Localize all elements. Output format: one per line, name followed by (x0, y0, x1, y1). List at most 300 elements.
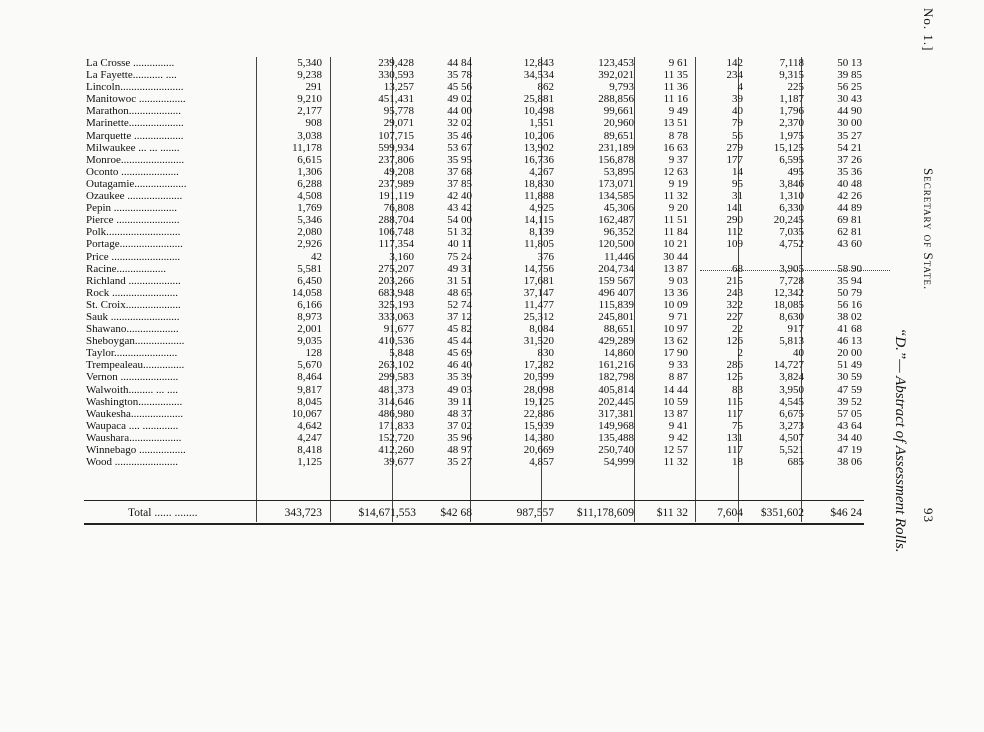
county-name: Taylor....................... (86, 347, 178, 360)
county-name: Vernon ..................... (86, 371, 179, 384)
county-name: Walwoith......... ... .... (86, 383, 178, 396)
table-cell: 11 16 (663, 93, 688, 106)
table-cell: 9 33 (668, 359, 688, 372)
table-cell: 412,260 (378, 444, 414, 456)
table-cell: 39 52 (837, 395, 862, 408)
table-cell: 12 63 (663, 165, 688, 178)
table-cell: 162,487 (598, 214, 634, 227)
table-cell: 243 (726, 286, 743, 299)
table-cell: 3,846 (779, 177, 804, 190)
table-cell: 38 02 (837, 310, 862, 323)
table-cell: 45 69 (447, 347, 472, 360)
table-cell: 173,071 (598, 177, 634, 190)
table-cell: 45 44 (447, 335, 472, 348)
table-cell: 8,139 (529, 226, 554, 239)
table-cell: 35 36 (837, 165, 862, 178)
table-cell: 18,830 (523, 177, 554, 190)
table-cell: 35 27 (447, 456, 472, 469)
table-cell: 330,593 (378, 69, 414, 82)
table-cell: 1,796 (779, 105, 804, 118)
table-cell: 496 407 (598, 286, 634, 299)
table-cell: 35 95 (447, 153, 472, 166)
county-name: Oconto ..................... (86, 165, 179, 178)
table-cell: 47 59 (837, 383, 862, 396)
table-cell: 49 03 (447, 383, 472, 396)
table-cell: 51 49 (837, 359, 862, 372)
total-cell: $11 32 (656, 507, 688, 519)
table-cell: 495 (787, 165, 804, 178)
table-cell: 429,289 (598, 335, 634, 348)
table-cell: 161,216 (598, 359, 634, 372)
table-cell: 91,677 (383, 323, 414, 336)
table-cell: 57 05 (837, 407, 862, 420)
table-cell: 42 40 (447, 190, 472, 203)
table-cell: 37 68 (447, 165, 472, 178)
table-cell: 13 51 (663, 117, 688, 130)
table-cell: 237,806 (378, 153, 414, 166)
table-cell: 79 (732, 117, 743, 130)
table-cell: 126 (726, 335, 743, 348)
table-cell: 106,748 (378, 226, 414, 239)
table-cell: 45 82 (447, 323, 472, 336)
total-label: Total ...... ........ (128, 507, 198, 519)
table-cell: 149,968 (598, 419, 634, 432)
table-cell: 202,445 (598, 395, 634, 408)
table-cell: 9 71 (668, 310, 688, 323)
table-cell: 128 (305, 347, 322, 360)
dotted-separator (700, 270, 890, 271)
table-cell: 1,306 (297, 165, 322, 178)
county-name: Rock ........................ (86, 286, 178, 299)
county-name: Shawano................... (86, 323, 179, 336)
table-cell: 231,189 (598, 141, 634, 154)
table-cell: 54 21 (837, 141, 862, 154)
table-cell: 32 02 (447, 117, 472, 130)
table-cell: 481,373 (378, 383, 414, 396)
table-cell: 17 90 (663, 347, 688, 360)
table-cell: 4,752 (779, 238, 804, 251)
table-cell: 1,769 (297, 202, 322, 215)
table-cell: 9 41 (668, 419, 688, 432)
table-cell: 45,306 (603, 202, 634, 215)
county-name: La Crosse ............... (86, 57, 175, 69)
county-name: Richland ................... (86, 274, 181, 287)
table-cell: 99,661 (603, 105, 634, 118)
total-rule (84, 500, 864, 501)
table-cell: 14,058 (291, 286, 322, 299)
table-cell: 48 65 (447, 286, 472, 299)
table-cell: 11,805 (524, 238, 554, 251)
table-cell: 25,312 (523, 310, 554, 323)
table-cell: 9,035 (297, 335, 322, 348)
table-cell: 6,615 (297, 153, 322, 166)
table-cell: 6,595 (779, 153, 804, 166)
county-name: Sauk ......................... (86, 310, 180, 323)
table-cell: 7,728 (779, 274, 804, 287)
table-cell: 279 (726, 141, 743, 154)
table-cell: 156,878 (598, 153, 634, 166)
table-cell: 599,934 (378, 141, 414, 154)
table-cell: 40 (732, 105, 743, 118)
county-name: Marinette.................... (86, 117, 184, 130)
table-cell: 123,453 (598, 57, 634, 69)
table-cell: 43 64 (837, 419, 862, 432)
county-name: Outagamie................... (86, 177, 187, 190)
table-cell: 6,675 (779, 407, 804, 420)
table-cell: 30 59 (837, 371, 862, 384)
table-cell: 333,063 (378, 310, 414, 323)
total-cell: $11,178,609 (576, 507, 634, 519)
table-cell: 134,585 (598, 190, 634, 203)
table-cell: 3,950 (779, 383, 804, 396)
table-cell: 11 32 (663, 190, 688, 203)
table-cell: 14 44 (663, 383, 688, 396)
document-number: No. 1.] (921, 8, 936, 52)
table-cell: 54 00 (447, 214, 472, 227)
table-cell: 4,642 (297, 419, 322, 432)
table-cell: 325,193 (378, 298, 414, 311)
table-cell: 405,814 (598, 383, 634, 396)
table-cell: 35 78 (447, 69, 472, 82)
table-cell: 34,534 (523, 69, 554, 82)
county-name: Marathon................... (86, 105, 182, 118)
table-cell: 35 96 (447, 431, 472, 444)
table-cell: 1,310 (779, 190, 804, 203)
table-cell: 13 62 (663, 335, 688, 348)
total-double-rule (84, 523, 864, 525)
table-cell: 62 81 (837, 226, 862, 239)
table-cell: 1,975 (779, 129, 804, 142)
table-cell: 288,856 (598, 93, 634, 106)
total-cell: 987,557 (516, 507, 554, 519)
table-cell: 2,926 (297, 238, 322, 251)
table-cell: 685 (787, 456, 804, 469)
table-cell: 112 (726, 226, 743, 239)
table-cell: 908 (305, 117, 322, 130)
table-cell: 25,881 (523, 93, 554, 106)
table-cell: 3,905 (779, 262, 804, 275)
table-cell: 37 12 (447, 310, 472, 323)
table-cell: 37 85 (447, 177, 472, 190)
table-cell: 31 51 (447, 274, 472, 287)
table-cell: 225 (787, 81, 804, 94)
table-cell: 8 87 (668, 371, 688, 384)
table-cell: 131 (726, 431, 743, 444)
table-cell: 39 11 (447, 395, 472, 408)
table-cell: 30 44 (663, 250, 688, 263)
table-cell: 117 (726, 444, 743, 456)
table-cell: 862 (537, 81, 554, 94)
table-cell: 34 40 (837, 431, 862, 444)
table-cell: 451,431 (378, 93, 414, 106)
table-cell: 12,342 (773, 286, 804, 299)
table-cell: 115 (726, 395, 743, 408)
table-cell: 13 87 (663, 407, 688, 420)
table-cell: 58 90 (837, 262, 862, 275)
table-cell: 19,125 (523, 395, 554, 408)
table-cell: 10 97 (663, 323, 688, 336)
table-cell: 15,939 (523, 419, 554, 432)
table-cell: 4,247 (297, 431, 322, 444)
table-cell: 11,477 (524, 298, 554, 311)
table-cell: 42 (311, 250, 322, 263)
table-cell: 11 36 (663, 81, 688, 94)
table-cell: 20,599 (523, 371, 554, 384)
table-cell: 29,071 (383, 117, 414, 130)
table-cell: 9,817 (297, 383, 322, 396)
total-cell: $46 24 (830, 507, 862, 519)
total-cell: 7,604 (717, 507, 743, 519)
table-cell: 9 20 (668, 202, 688, 215)
table-cell: 14 (732, 165, 743, 178)
table-cell: 5,346 (297, 214, 322, 227)
table-cell: 1,187 (779, 93, 804, 106)
table-cell: 11 32 (663, 456, 688, 469)
table-cell: 11 51 (663, 214, 688, 227)
table-cell: 83 (732, 383, 743, 396)
county-name: Waushara................... (86, 431, 182, 444)
table-cell: 4,267 (529, 165, 554, 178)
county-name: Portage....................... (86, 238, 183, 251)
table-cell: 31 (732, 190, 743, 203)
table-cell: 11,178 (292, 141, 322, 154)
table-cell: 10 59 (663, 395, 688, 408)
table-cell: 16,736 (523, 153, 554, 166)
table-cell: 135,488 (598, 431, 634, 444)
table-cell: 46 13 (837, 335, 862, 348)
table-cell: 51 32 (447, 226, 472, 239)
table-cell: 4,925 (529, 202, 554, 215)
table-cell: 39,677 (383, 456, 414, 469)
table-cell: 275,207 (378, 262, 414, 275)
table-cell: 14,727 (773, 359, 804, 372)
table-cell: 9 49 (668, 105, 688, 118)
table-cell: 45 56 (447, 81, 472, 94)
table-cell: 2,370 (779, 117, 804, 130)
table-cell: 96,352 (603, 226, 634, 239)
table-cell: 4,857 (529, 456, 554, 469)
table-cell: 75 (732, 419, 743, 432)
table-cell: 9 03 (668, 274, 688, 287)
table-cell: 76,808 (383, 202, 414, 215)
table-cell: 14,380 (523, 431, 554, 444)
table-cell: 177 (726, 153, 743, 166)
table-cell: 44 00 (447, 105, 472, 118)
table-cell: 37 02 (447, 419, 472, 432)
table-cell: 9 37 (668, 153, 688, 166)
office-title: Secretary of State. (921, 168, 936, 291)
table-cell: 830 (537, 347, 554, 360)
abstract-caption: “D.”— Abstract of Assessment Rolls. (892, 327, 908, 553)
table-cell: 18,085 (773, 298, 804, 311)
table-cell: 14,860 (603, 347, 634, 360)
table-cell: 683,948 (378, 286, 414, 299)
table-cell: 53,895 (603, 165, 634, 178)
table-cell: 42 26 (837, 190, 862, 203)
county-name: La Fayette........... .... (86, 69, 177, 82)
table-cell: 159 567 (598, 274, 634, 287)
table-cell: 9,793 (609, 81, 634, 94)
table-cell: 13,257 (383, 81, 414, 94)
table-cell: 8,084 (529, 323, 554, 336)
table-cell: 17,681 (523, 274, 554, 287)
county-name: Washington................ (86, 395, 183, 408)
county-name: Waukesha................... (86, 407, 184, 420)
page-number: 93 (921, 508, 936, 523)
county-name: Trempealeau............... (86, 359, 185, 372)
table-cell: 9,238 (297, 69, 322, 82)
table-cell: 3,824 (779, 371, 804, 384)
table-cell: 43 42 (447, 202, 472, 215)
total-cell: $14,671,553 (358, 507, 416, 519)
table-cell: 48 37 (447, 407, 472, 420)
table-cell: 117,354 (378, 238, 414, 251)
table-cell: 314,646 (378, 395, 414, 408)
table-cell: 16 63 (663, 141, 688, 154)
county-name: St. Croix.................... (86, 298, 181, 311)
table-cell: 215 (726, 274, 743, 287)
table-cell: 239,428 (378, 57, 414, 69)
table-cell: 75 24 (447, 250, 472, 263)
table-cell: 6,166 (297, 298, 322, 311)
table-cell: 5,340 (297, 57, 322, 69)
table-cell: 46 40 (447, 359, 472, 372)
table-cell: 53 67 (447, 141, 472, 154)
table-cell: 47 19 (837, 444, 862, 456)
county-name: Monroe....................... (86, 153, 185, 166)
table-cell: 237,989 (378, 177, 414, 190)
table-cell: 88,651 (603, 323, 634, 336)
table-cell: 20 00 (837, 347, 862, 360)
table-cell: 1,551 (529, 117, 554, 130)
table-cell: 44 89 (837, 202, 862, 215)
table-cell: 5,813 (779, 335, 804, 348)
table-cell: 5,670 (297, 359, 322, 372)
table-cell: 37,147 (523, 286, 554, 299)
table-cell: 48 97 (447, 444, 472, 456)
table-cell: 9,315 (779, 69, 804, 82)
table-cell: 39 85 (837, 69, 862, 82)
table-cell: 2,001 (297, 323, 322, 336)
table-cell: 22,886 (523, 407, 554, 420)
table-cell: 13,902 (523, 141, 554, 154)
table-cell: 39 (732, 93, 743, 106)
table-cell: 31,520 (523, 335, 554, 348)
table-cell: 12 57 (663, 444, 688, 456)
table-cell: 89,651 (603, 129, 634, 142)
county-name: Racine.................. (86, 262, 167, 275)
table-cell: 6,330 (779, 202, 804, 215)
table-cell: 17,282 (523, 359, 554, 372)
table-cell: 56 (732, 129, 743, 142)
table-cell: 44 90 (837, 105, 862, 118)
total-cell: $351,602 (760, 507, 804, 519)
table-cell: 54,999 (603, 456, 634, 469)
table-cell: 286 (726, 359, 743, 372)
table-cell: 204,734 (598, 262, 634, 275)
table-cell: 322 (726, 298, 743, 311)
table-cell: 250,740 (598, 444, 634, 456)
table-cell: 52 74 (447, 298, 472, 311)
table-cell: 227 (726, 310, 743, 323)
table-cell: 288,704 (378, 214, 414, 227)
table-cell: 11 84 (663, 226, 688, 239)
table-cell: 49 31 (447, 262, 472, 275)
table-cell: 142 (726, 57, 743, 69)
table-cell: 486,980 (378, 407, 414, 420)
table-cell: 40 11 (447, 238, 472, 251)
table-cell: 171,833 (378, 419, 414, 432)
table-cell: 43 60 (837, 238, 862, 251)
table-cell: 125 (726, 371, 743, 384)
table-cell: 10,498 (523, 105, 554, 118)
table-cell: 410,536 (378, 335, 414, 348)
table-cell: 95,778 (383, 105, 414, 118)
table-cell: 182,798 (598, 371, 634, 384)
county-name: Sheboygan.................. (86, 335, 185, 348)
table-cell: 37 26 (837, 153, 862, 166)
table-cell: 8,418 (297, 444, 322, 456)
table-cell: 13 36 (663, 286, 688, 299)
running-head (910, 8, 950, 592)
table-cell: 317,381 (598, 407, 634, 420)
table-cell: 10,206 (523, 129, 554, 142)
table-cell: 117 (726, 407, 743, 420)
table-cell: 38 06 (837, 456, 862, 469)
table-cell: 10 21 (663, 238, 688, 251)
table-cell: 299,583 (378, 371, 414, 384)
table-cell: 291 (305, 81, 322, 94)
table-cell: 35 27 (837, 129, 862, 142)
table-cell: 1,125 (297, 456, 322, 469)
table-cell: 9 19 (668, 177, 688, 190)
table-cell: 3,273 (779, 419, 804, 432)
table-cell: 9,210 (297, 93, 322, 106)
table-cell: 109 (726, 238, 743, 251)
county-name: Pierce ....................... (86, 214, 180, 227)
table-cell: 2,177 (297, 105, 322, 118)
table-cell: 152,720 (378, 431, 414, 444)
table-cell: 69 81 (837, 214, 862, 227)
county-name: Lincoln....................... (86, 81, 184, 94)
table-cell: 49,208 (383, 165, 414, 178)
table-cell: 203,266 (378, 274, 414, 287)
table-cell: 68 (732, 262, 743, 275)
county-name: Milwaukee ... ... ....... (86, 141, 180, 154)
table-cell: 4 (737, 81, 743, 94)
table-cell: 9 61 (668, 57, 688, 69)
county-name: Polk........................... (86, 226, 181, 239)
table-cell: 44 84 (447, 57, 472, 69)
table-cell: 141 (726, 202, 743, 215)
table-cell: 115,839 (598, 298, 634, 311)
table-cell: 20,669 (523, 444, 554, 456)
county-name: Marquette .................. (86, 129, 184, 142)
table-cell: 10,067 (291, 407, 322, 420)
table-cell: 40 48 (837, 177, 862, 190)
table-cell: 290 (726, 214, 743, 227)
table-cell: 41 68 (837, 323, 862, 336)
table-cell: 14,115 (524, 214, 554, 227)
table-cell: 9 42 (668, 431, 688, 444)
table-cell: 50 13 (837, 57, 862, 69)
table-cell: 95 (732, 177, 743, 190)
county-name: Waupaca .... ............. (86, 419, 179, 432)
table-cell: 392,021 (598, 69, 634, 82)
table-cell: 35 46 (447, 129, 472, 142)
county-name: Ozaukee .................... (86, 190, 183, 203)
county-name: Winnebago ................. (86, 444, 186, 456)
